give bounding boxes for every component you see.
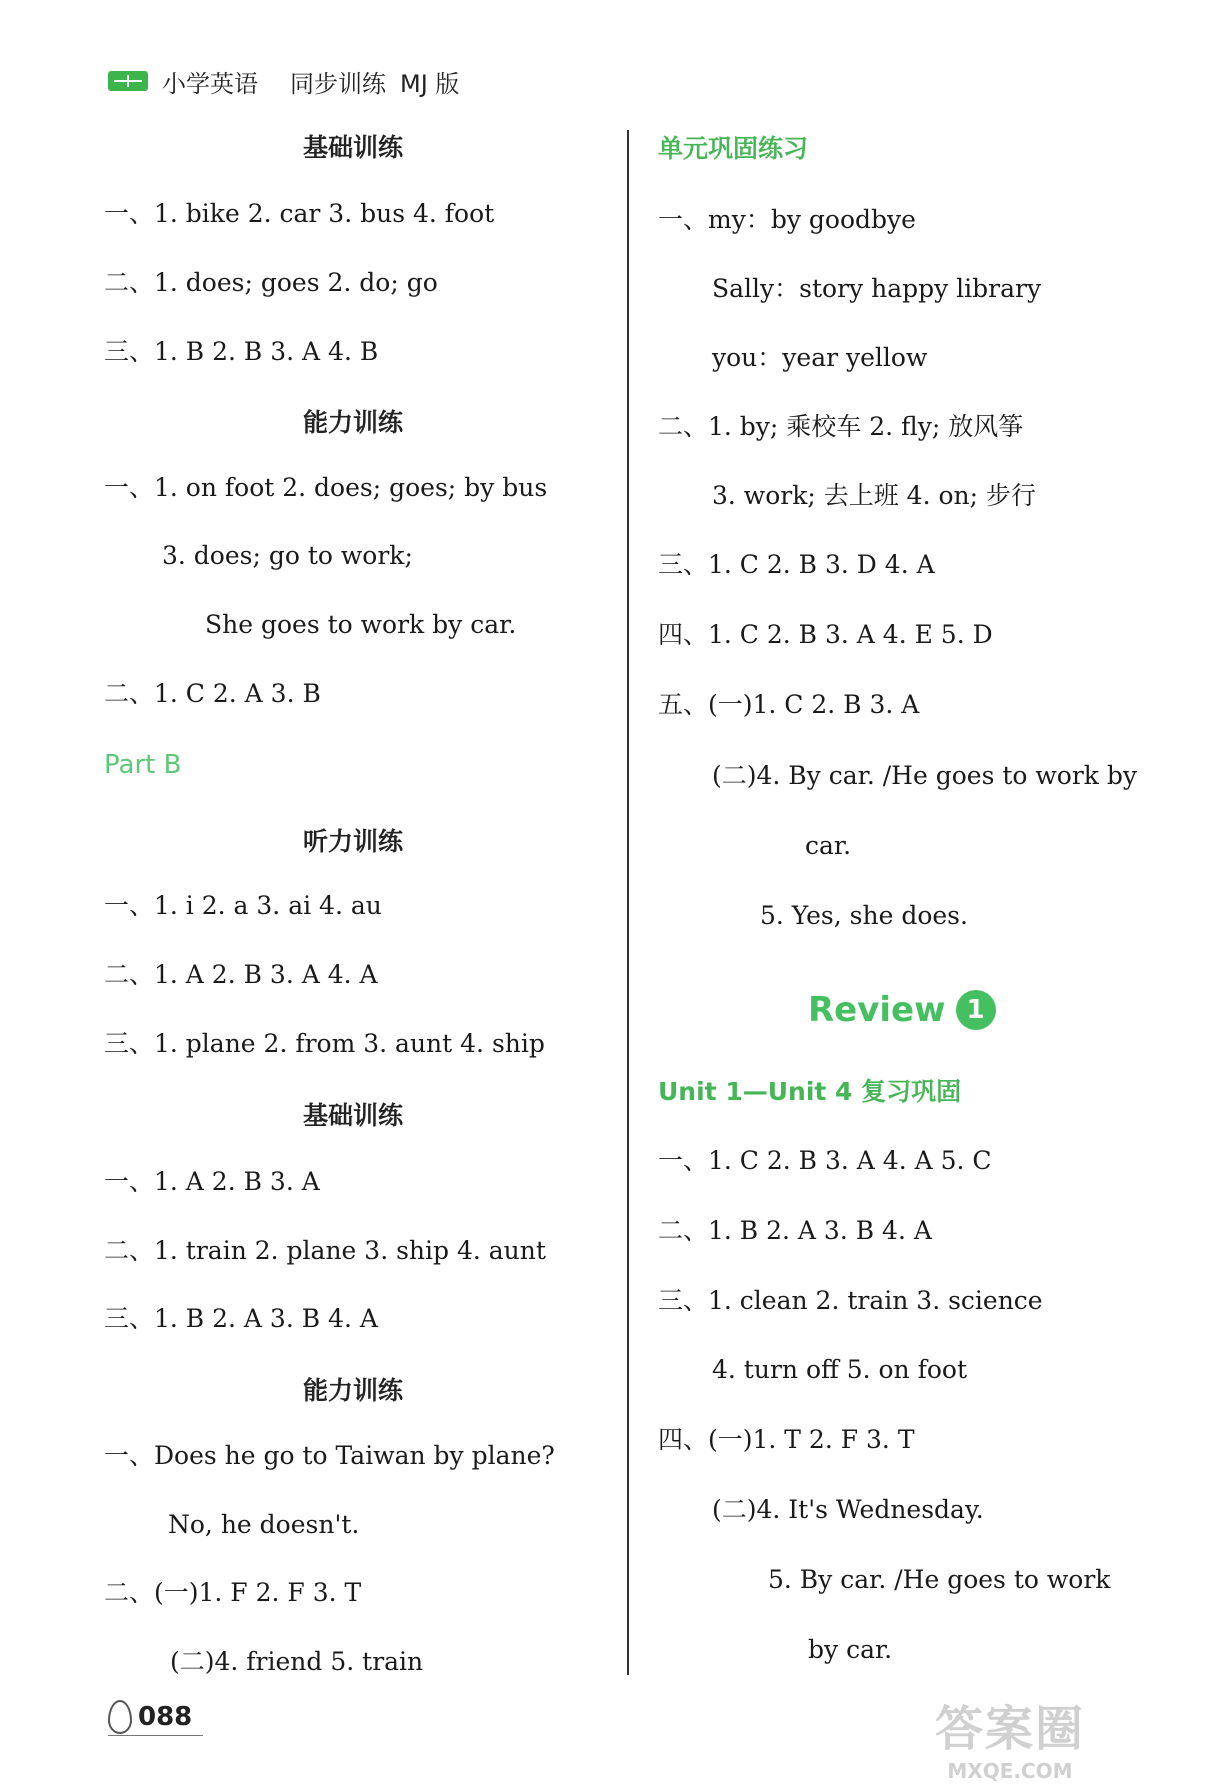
answer-line: 5. By car. /He goes to work — [768, 1565, 1111, 1594]
answer-line: 四、(一)1. T 2. F 3. T — [658, 1425, 915, 1454]
section-title: 单元巩固练习 — [658, 134, 809, 163]
watermark-main: 答案圈 — [935, 1701, 1086, 1757]
page-number-underline — [108, 1735, 203, 1736]
answer-line: (二)4. It's Wednesday. — [712, 1495, 984, 1524]
answer-line: (二)4. By car. /He goes to work by — [712, 761, 1138, 790]
page-number — [108, 1700, 192, 1734]
answer-line: 一、1. bike 2. car 3. bus 4. foot — [104, 199, 495, 228]
answer-line: 一、1. C 2. B 3. A 4. A 5. C — [658, 1146, 992, 1175]
answer-line: 二、(一)1. F 2. F 3. T — [104, 1578, 362, 1607]
watermark-sub: MXQE.COM — [947, 1759, 1073, 1783]
header-edition: MJ 版 — [400, 69, 460, 98]
answer-line: 二、1. C 2. A 3. B — [104, 679, 321, 708]
answer-line: you：year yellow — [712, 343, 928, 372]
answer-line: 二、1. does; goes 2. do; go — [104, 268, 438, 297]
answer-line: 二、1. A 2. B 3. A 4. A — [104, 960, 378, 989]
answer-line: She goes to work by car. — [205, 610, 517, 639]
answer-line: Sally：story happy library — [712, 274, 1042, 303]
header-series: 小学英语 — [162, 69, 258, 98]
answer-line: by car. — [808, 1635, 893, 1664]
answer-line: 五、(一)1. C 2. B 3. A — [658, 690, 920, 719]
column-divider — [627, 130, 629, 1675]
part-heading: Part B — [104, 750, 182, 780]
book-logo-icon — [108, 71, 148, 91]
answer-line: (二)4. friend 5. train — [170, 1647, 424, 1676]
answer-line: 3. work; 去上班 4. on; 步行 — [712, 481, 1036, 510]
answer-line: 三、1. clean 2. train 3. science — [658, 1286, 1043, 1315]
answer-line: 二、1. B 2. A 3. B 4. A — [658, 1216, 932, 1245]
header-title: 同步训练 — [290, 69, 386, 98]
answer-line: 二、1. by; 乘校车 2. fly; 放风筝 — [658, 412, 1024, 441]
answer-line: 4. turn off 5. on foot — [712, 1355, 968, 1384]
review-number-badge: 1 — [956, 990, 996, 1030]
answer-line: 5. Yes, she does. — [760, 901, 968, 930]
section-title: 基础训练 — [303, 133, 404, 162]
leaf-icon — [108, 1700, 132, 1734]
section-title: 能力训练 — [303, 408, 404, 437]
section-title: 听力训练 — [303, 827, 404, 856]
answer-line: 一、1. i 2. a 3. ai 4. au — [104, 891, 382, 920]
section-title: Unit 1—Unit 4 复习巩固 — [658, 1077, 962, 1106]
watermark — [935, 1690, 1085, 1783]
answer-line: car. — [805, 831, 852, 860]
answer-line: 一、1. on foot 2. does; goes; by bus — [104, 473, 548, 502]
section-title: 基础训练 — [303, 1101, 404, 1130]
review-heading — [808, 990, 996, 1030]
answer-line: 三、1. C 2. B 3. D 4. A — [658, 550, 935, 579]
answer-line: 一、my：by goodbye — [658, 205, 916, 234]
answer-line: 一、1. A 2. B 3. A — [104, 1167, 320, 1196]
answer-line: 二、1. train 2. plane 3. ship 4. aunt — [104, 1236, 546, 1265]
answer-line: No, he doesn't. — [168, 1510, 360, 1539]
answer-line: 四、1. C 2. B 3. A 4. E 5. D — [658, 620, 993, 649]
page-number-text: 088 — [138, 1702, 193, 1732]
answer-line: 一、Does he go to Taiwan by plane? — [104, 1441, 555, 1470]
answer-line: 三、1. B 2. B 3. A 4. B — [104, 337, 379, 366]
section-title: 能力训练 — [303, 1376, 404, 1405]
answer-line: 三、1. B 2. A 3. B 4. A — [104, 1304, 378, 1333]
review-title: Review — [808, 990, 946, 1030]
answer-line: 三、1. plane 2. from 3. aunt 4. ship — [104, 1029, 545, 1058]
page-header — [108, 66, 459, 96]
answer-line: 3. does; go to work; — [162, 541, 413, 570]
